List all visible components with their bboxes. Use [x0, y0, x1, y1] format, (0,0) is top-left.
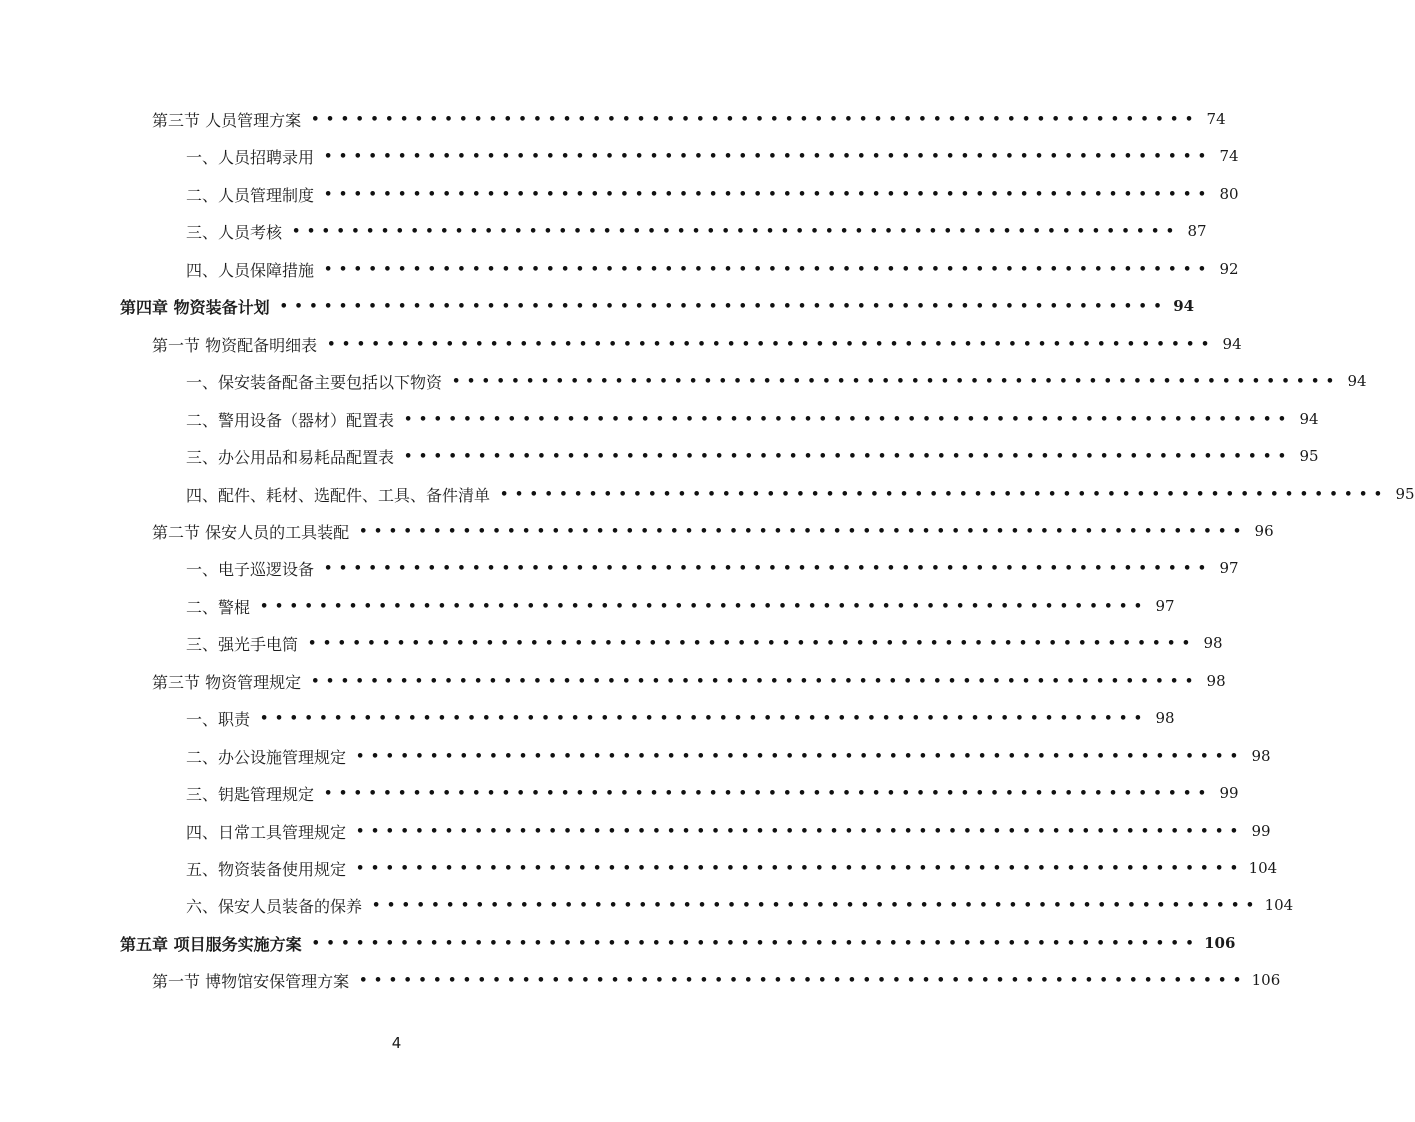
- toc-entry-title: 第四章 物资装备计划: [120, 297, 270, 317]
- toc-item-entry[interactable]: [186, 408, 1319, 430]
- dot-leader: ••••••••••••••••••••••••••••••••••••••••••••••••••••••••••••: [324, 148, 1213, 164]
- toc-entry-title: 三、钥匙管理规定: [186, 784, 315, 804]
- dot-leader: ••••••••••••••••••••••••••••••••••••••••••••••••••••••••••••: [372, 897, 1261, 913]
- dot-leader: ••••••••••••••••••••••••••••••••••••••••••••••••••••••••••••: [324, 785, 1213, 801]
- toc-entry-page: 104: [1264, 896, 1294, 914]
- dot-leader: ••••••••••••••••••••••••••••••••••••••••••••••••••••••••••••: [292, 223, 1181, 239]
- dot-leader: ••••••••••••••••••••••••••••••••••••••••••••••••••••••••••••: [356, 860, 1245, 876]
- toc-entry-page: 97: [1155, 597, 1175, 615]
- dot-leader: ••••••••••••••••••••••••••••••••••••••••••••••••••••••••••••: [308, 635, 1197, 651]
- toc-item-entry[interactable]: [186, 220, 1207, 242]
- toc-entry-title: 四、配件、耗材、选配件、工具、备件清单: [186, 485, 491, 505]
- toc-entry-page: 74: [1219, 147, 1239, 165]
- dot-leader: ••••••••••••••••••••••••••••••••••••••••••••••••••••••••••••: [260, 710, 1149, 726]
- dot-leader: ••••••••••••••••••••••••••••••••••••••••••••••••••••••••••••: [311, 935, 1201, 951]
- dot-leader: ••••••••••••••••••••••••••••••••••••••••••••••••••••••••••••: [404, 448, 1293, 464]
- toc-section-entry[interactable]: [152, 969, 1281, 991]
- toc-entry-title: 第一节 物资配备明细表: [152, 335, 318, 355]
- dot-leader: ••••••••••••••••••••••••••••••••••••••••••••••••••••••••••••: [311, 673, 1200, 689]
- toc-item-entry[interactable]: [186, 445, 1319, 467]
- dot-leader: ••••••••••••••••••••••••••••••••••••••••••••••••••••••••••••: [324, 186, 1213, 202]
- toc-section-entry[interactable]: [152, 108, 1226, 130]
- toc-item-entry[interactable]: [186, 370, 1367, 392]
- toc-item-entry[interactable]: [186, 707, 1175, 729]
- toc-entry-page: 99: [1251, 822, 1271, 840]
- toc-entry-title: 第二节 保安人员的工具装配: [152, 522, 350, 542]
- toc-entry-title: 四、日常工具管理规定: [186, 822, 347, 842]
- toc-entry-page: 95: [1395, 485, 1415, 503]
- toc-entry-page: 96: [1254, 522, 1274, 540]
- toc-section-entry[interactable]: [152, 670, 1226, 692]
- toc-entry-title: 三、人员考核: [186, 222, 283, 242]
- toc-entry-page: 92: [1219, 260, 1239, 278]
- dot-leader: ••••••••••••••••••••••••••••••••••••••••••••••••••••••••••••: [324, 560, 1213, 576]
- toc-entry-title: 二、警用设备（器材）配置表: [186, 410, 395, 430]
- toc-entry-page: 98: [1155, 709, 1175, 727]
- toc-entry-page: 98: [1203, 634, 1223, 652]
- dot-leader: ••••••••••••••••••••••••••••••••••••••••••••••••••••••••••••: [356, 823, 1245, 839]
- toc-item-entry[interactable]: [186, 557, 1239, 579]
- toc-entry-title: 第一节 博物馆安保管理方案: [152, 971, 350, 991]
- toc-chapter-entry[interactable]: [120, 295, 1195, 317]
- toc-entry-title: 一、保安装备配备主要包括以下物资: [186, 372, 443, 392]
- toc-entry-title: 二、警棍: [186, 597, 251, 617]
- toc-entry-title: 二、人员管理制度: [186, 185, 315, 205]
- toc-entry-page: 94: [1347, 372, 1367, 390]
- toc-entry-page: 80: [1219, 185, 1239, 203]
- toc-entry-page: 74: [1206, 110, 1226, 128]
- toc-section-entry[interactable]: [152, 333, 1242, 355]
- toc-entry-title: 五、物资装备使用规定: [186, 859, 347, 879]
- dot-leader: ••••••••••••••••••••••••••••••••••••••••••••••••••••••••••••: [500, 486, 1389, 502]
- toc-entry-title: 一、职责: [186, 709, 251, 729]
- toc-item-entry[interactable]: [186, 820, 1271, 842]
- toc-entry-page: 106: [1204, 934, 1236, 952]
- toc-entry-title: 二、办公设施管理规定: [186, 747, 347, 767]
- toc-entry-title: 三、强光手电筒: [186, 634, 299, 654]
- toc-entry-title: 第三节 物资管理规定: [152, 672, 302, 692]
- toc-item-entry[interactable]: [186, 183, 1239, 205]
- dot-leader: ••••••••••••••••••••••••••••••••••••••••••••••••••••••••••••: [324, 261, 1213, 277]
- toc-entry-page: 98: [1251, 747, 1271, 765]
- toc-entry-title: 六、保安人员装备的保养: [186, 896, 363, 916]
- toc-section-entry[interactable]: [152, 520, 1274, 542]
- toc-entry-page: 94: [1173, 297, 1195, 315]
- dot-leader: ••••••••••••••••••••••••••••••••••••••••••••••••••••••••••••: [356, 748, 1245, 764]
- page-number: 4: [391, 1034, 402, 1052]
- toc-entry-page: 94: [1222, 335, 1242, 353]
- toc-entry-title: 四、人员保障措施: [186, 260, 315, 280]
- toc-item-entry[interactable]: [186, 894, 1294, 916]
- toc-entry-title: 第三节 人员管理方案: [152, 110, 302, 130]
- toc-entry-page: 99: [1219, 784, 1239, 802]
- toc-entry-title: 一、人员招聘录用: [186, 147, 315, 167]
- toc-entry-page: 94: [1299, 410, 1319, 428]
- dot-leader: ••••••••••••••••••••••••••••••••••••••••••••••••••••••••••••: [279, 298, 1169, 314]
- dot-leader: ••••••••••••••••••••••••••••••••••••••••••••••••••••••••••••: [260, 598, 1149, 614]
- toc-entry-page: 87: [1187, 222, 1207, 240]
- toc-entry-page: 97: [1219, 559, 1239, 577]
- toc-item-entry[interactable]: [186, 595, 1175, 617]
- dot-leader: ••••••••••••••••••••••••••••••••••••••••••••••••••••••••••••: [452, 373, 1341, 389]
- dot-leader: ••••••••••••••••••••••••••••••••••••••••••••••••••••••••••••: [327, 336, 1216, 352]
- toc-entry-page: 106: [1251, 971, 1281, 989]
- toc-entry-title: 一、电子巡逻设备: [186, 559, 315, 579]
- toc-entry-page: 104: [1248, 859, 1278, 877]
- toc-entry-title: 第五章 项目服务实施方案: [120, 934, 302, 954]
- dot-leader: ••••••••••••••••••••••••••••••••••••••••••••••••••••••••••••: [359, 972, 1248, 988]
- toc-item-entry[interactable]: [186, 857, 1278, 879]
- toc-item-entry[interactable]: [186, 782, 1239, 804]
- toc-entry-page: 98: [1206, 672, 1226, 690]
- toc-item-entry[interactable]: [186, 483, 1415, 505]
- toc-item-entry[interactable]: [186, 145, 1239, 167]
- dot-leader: ••••••••••••••••••••••••••••••••••••••••••••••••••••••••••••: [311, 111, 1200, 127]
- toc-entry-title: 三、办公用品和易耗品配置表: [186, 447, 395, 467]
- toc-item-entry[interactable]: [186, 745, 1271, 767]
- dot-leader: ••••••••••••••••••••••••••••••••••••••••••••••••••••••••••••: [404, 411, 1293, 427]
- toc-item-entry[interactable]: [186, 258, 1239, 280]
- dot-leader: ••••••••••••••••••••••••••••••••••••••••••••••••••••••••••••: [359, 523, 1248, 539]
- toc-chapter-entry[interactable]: [120, 932, 1236, 954]
- toc-entry-page: 95: [1299, 447, 1319, 465]
- toc-item-entry[interactable]: [186, 632, 1223, 654]
